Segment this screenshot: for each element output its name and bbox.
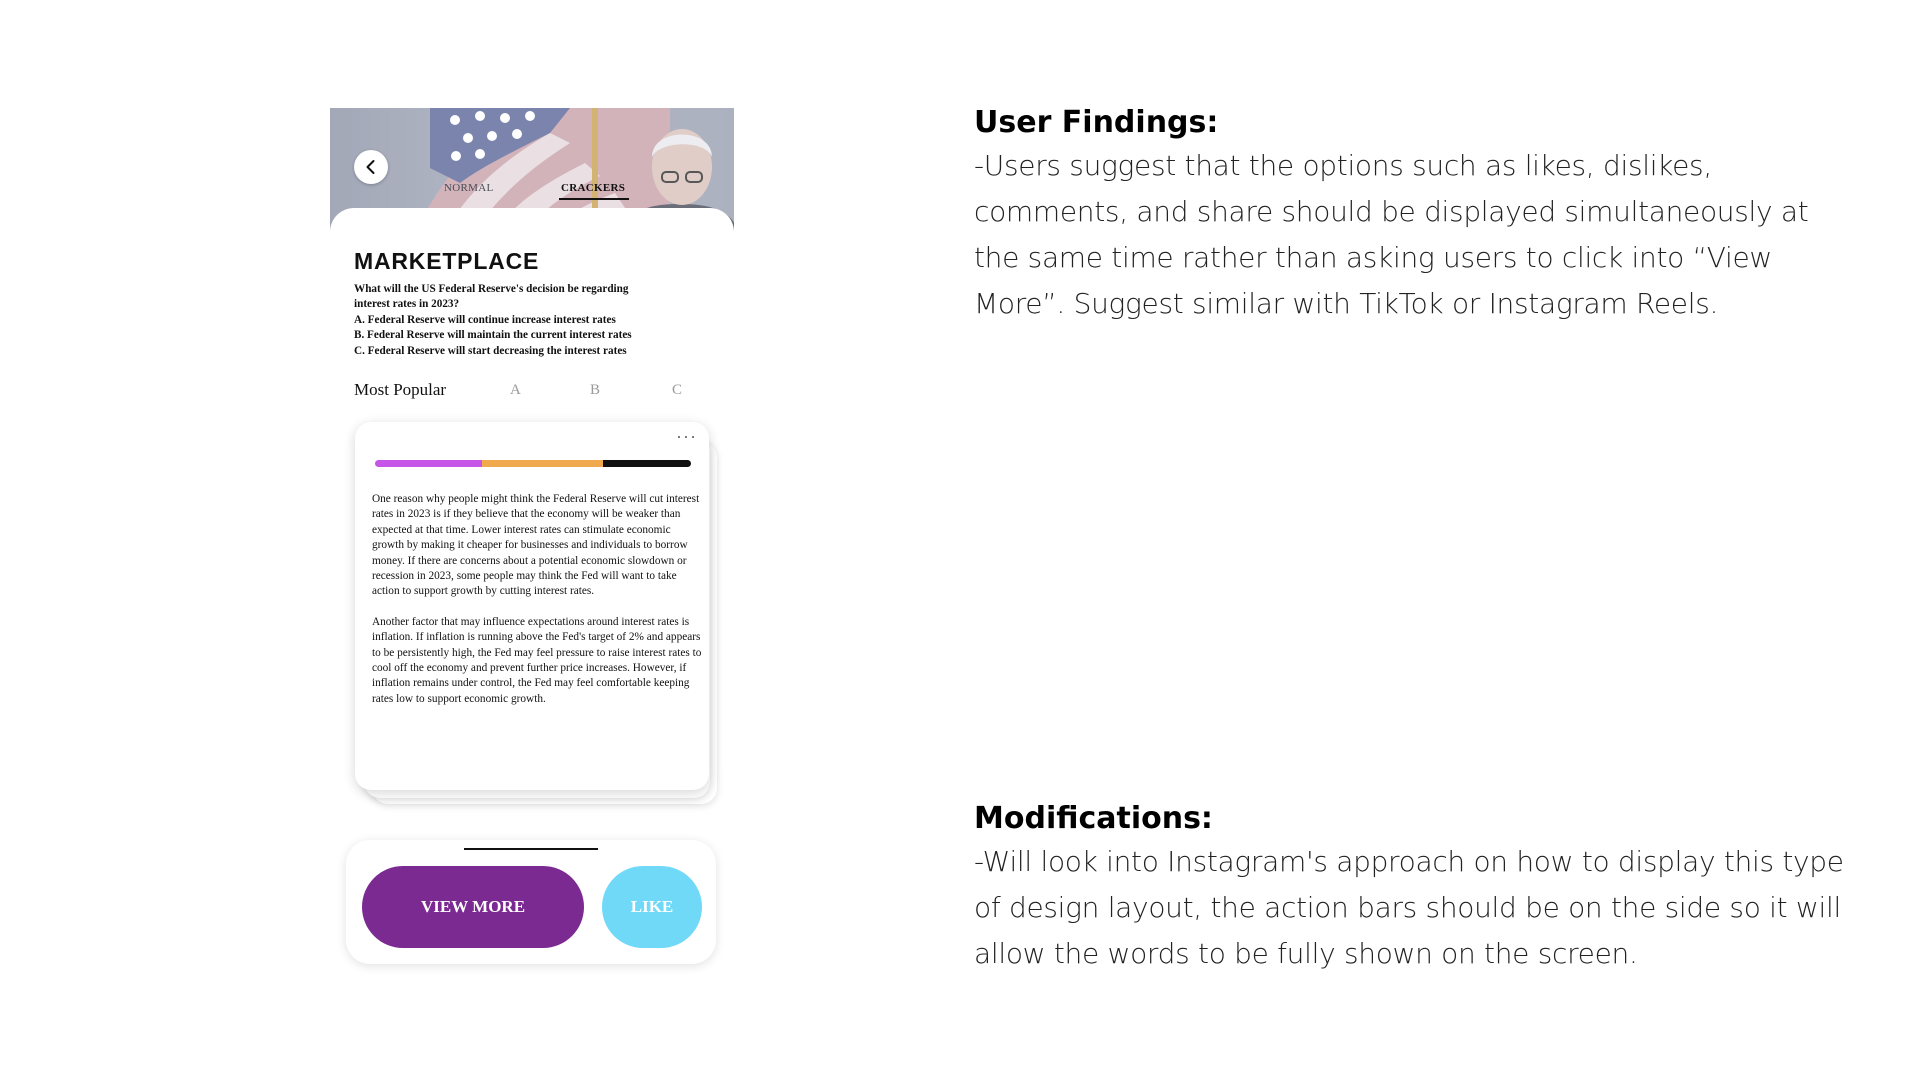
filter-option-c[interactable]: C [672, 382, 683, 398]
modifications-text: -Will look into Instagram's approach on how to display this type of design layout, the action bars should be on the side so it will allow the words to be fully shown on the screen. [974, 845, 1844, 970]
vote-segment-a [375, 460, 482, 467]
filter-option-b[interactable]: B [590, 382, 601, 398]
vote-segment-c [603, 460, 691, 467]
page-title: MARKETPLACE [354, 248, 540, 274]
post-body [372, 492, 702, 707]
vote-distribution-bar [375, 460, 691, 467]
view-more-button[interactable]: VIEW MORE [362, 866, 584, 948]
tab-normal[interactable]: NORMAL [444, 182, 494, 194]
user-findings-text: -Users suggest that the options such as likes, dislikes, comments, and share should be displayed simultaneously at the same time rather than asking users to click into “View More”. Suggest similar with TikTok or Instagram Reels. [974, 149, 1809, 320]
active-tab-indicator [559, 198, 629, 200]
modifications-section [974, 799, 1854, 977]
question-line: What will the US Federal Reserve's decision be regarding [354, 283, 629, 295]
question-text [354, 282, 724, 359]
filter-option-a[interactable]: A [510, 382, 521, 398]
user-findings-heading: User Findings: [974, 105, 1219, 140]
action-bar [346, 840, 716, 964]
tab-crackers[interactable]: CRACKERS [561, 182, 626, 194]
question-option-a: A. Federal Reserve will continue increase interest rates [354, 313, 616, 326]
post-paragraph: Another factor that may influence expectations around interest rates is inflation. If inflation is running above the Fed's target of 2% and appears to be persistently high, the Fed may feel pressure to raise interest rates to cool off the economy and prevent further price increases. However, if inflation remains under control, the Fed may feel comfortable keeping rates low to support economic growth. [372, 615, 702, 705]
filter-most-popular[interactable]: Most Popular [354, 380, 447, 399]
drag-handle[interactable] [464, 848, 598, 850]
more-options-icon[interactable]: ··· [676, 426, 697, 446]
modifications-heading: Modifications: [974, 801, 1213, 836]
user-findings-section [974, 103, 1854, 327]
like-button[interactable]: LIKE [602, 866, 702, 948]
post-paragraph: One reason why people might think the Federal Reserve will cut interest rates in 2023 is if they believe that the economy will be weaker than expected at that time. Lower interest rates can stimulate economic growth by making it cheaper for businesses and individuals to borrow money. If there are concerns about a potential economic slowdown or recession in 2023, some people may think the Fed will want to take action to support growth by cutting interest rates. [372, 493, 700, 598]
filter-bar [354, 380, 714, 402]
phone-mockup [330, 108, 734, 988]
chevron-left-icon [363, 159, 379, 175]
back-button[interactable] [354, 150, 388, 184]
question-option-c: C. Federal Reserve will start decreasing the interest rates [354, 344, 627, 357]
post-card[interactable] [355, 422, 709, 790]
question-option-b: B. Federal Reserve will maintain the current interest rates [354, 329, 632, 342]
vote-segment-b [482, 460, 602, 467]
question-line: interest rates in 2023? [354, 298, 460, 311]
